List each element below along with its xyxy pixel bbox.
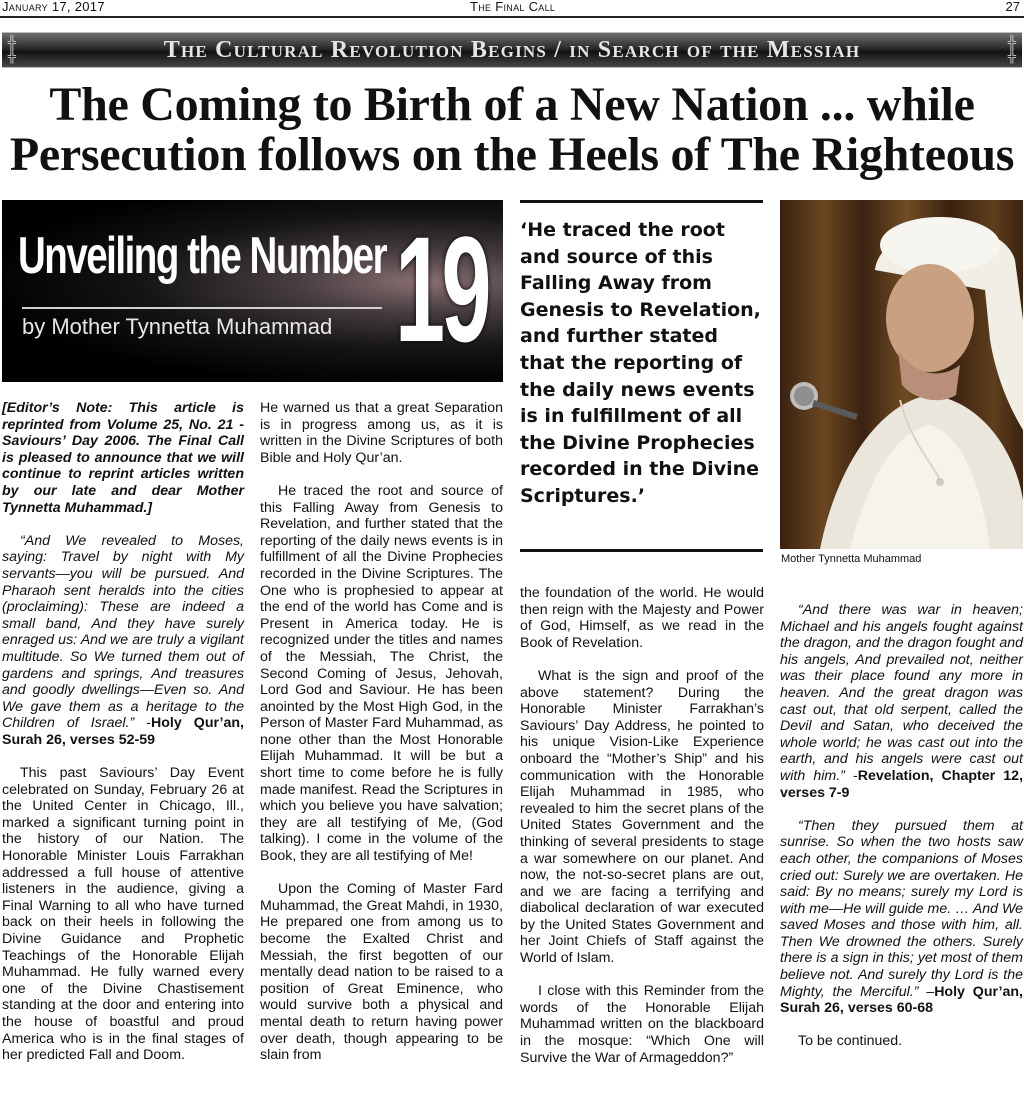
- column-logo-graphic: [2, 200, 503, 382]
- article-column-1: [2, 400, 244, 1064]
- to-be-continued: To be continued.: [798, 1033, 903, 1050]
- opening-quote: [2, 533, 244, 749]
- quran-quote-text: “Then they pursued them at sunrise. So when the two hosts saw each other, the companions of Moses cried out: Surely we are overtaken. He said: By no means; surely my Lord is with me—He will guide me. … And We saved Moses and those with him, all. Then We drowned the others. Surely there is a sign in this; yet most of them believe not. And surely thy Lord is the Mighty, the Merciful.”: [780, 817, 1023, 1000]
- opening-quote-text: “And We revealed to Moses, saying: Travel by night with My servants—you will be pursued. And Pharaoh sent heralds into the cities (proclaiming): These are indeed a small band, And they have surely enraged us: And we are truly a vigilant multitude. So We turned them out of gardens and springs, And treasures and goodly dwellings—Even so. And We gave them as a heritage to the Children of Israel.”: [2, 532, 244, 732]
- quran-quote-citation: Holy Qur’an, Surah 26, verses 60-68: [780, 983, 1023, 1017]
- article-paragraph: the foundation of the world. He would then reign with the Majesty and Power of God, Himself, as we read in the Book of Revelation.: [520, 585, 764, 651]
- article-column-2: [260, 400, 503, 1064]
- page-headline: [0, 80, 1024, 180]
- headline-line-2: Persecution follows on the Heels of The Righteous: [9, 128, 1015, 181]
- opening-quote-dash: -: [134, 715, 151, 732]
- section-banner: [2, 32, 1022, 68]
- column-logo-byline: by Mother Tynnetta Muhammad: [22, 314, 333, 339]
- headline-line-1: The Coming to Birth of a New Nation ... while: [49, 78, 975, 131]
- revelation-quote-citation: Revelation, Chapter 12, verses 7-9: [780, 767, 1024, 801]
- author-photo: [780, 200, 1023, 549]
- article-column-3: [520, 585, 764, 1066]
- article-paragraph: He traced the root and source of this Falling Away from Genesis to Revelation, and further stated that the reporting of the daily news events is in fulfillment of all the Divine Prophecies recorded in the Divine Scriptures. The One who is prophesied to appear at the end of the world has Come and is Present in America today. He is recognized under the titles and names of the Messiah, The Christ, the Second Coming of Jesus, Jehovah, Lord God and Saviour. He has been anointed by the Most High God, in the Person of Master Fard Muhammad, as none other than the Most Honorable Elijah Muhammad. It will be but a short time to come before he is fully made manifest. Read the Scriptures in which you believe you have salvation; they are all testifying of Me, (God talking). I come in the volume of the Book, they are all testifying of Me!: [260, 482, 503, 865]
- pull-quote-text: ‘He traced the root and source of this Falling Away from Genesis to Revelation, and further stated that the reporting of the daily news events is in fulfillment of all the Divine Prophecies recorded in the Divine Scriptures.’: [520, 219, 761, 507]
- article-column-4: [780, 602, 1023, 1050]
- page-number: 27: [1005, 0, 1020, 14]
- running-header: [0, 0, 1024, 18]
- section-banner-title: The Cultural Revolution Begins / in Search of the Messiah: [163, 36, 861, 63]
- ornament-icon: ╬ ╬: [7, 35, 17, 63]
- article-paragraph: Upon the Coming of Master Fard Muhammad, the Great Mahdi, in 1930, He prepared one from among us to become the Exalted Christ and Messiah, the first begotten of our mentally dead nation to be raised to a position of Great Eminence, who would survive both a physical and mental death to return having power over death, though appearing to be slain from: [260, 881, 503, 1064]
- article-paragraph: What is the sign and proof of the above statement? During the Honorable Minister Farrakhan’s Saviours’ Day Address, he pointed to his unique Vision-Like Experience onboard the “Mother’s Ship” and his communication with the Honorable Elijah Muhammad in 1985, who revealed to him the secret plans of the United States Government and the thinking of several presidents to stage a war somewhere on our planet. And now, the not-so-secret plans are out, and we are facing a terrifying and diabolical declaration of war executed by the United States Government and her Joint Chiefs of Staff against the World of Islam.: [520, 667, 764, 967]
- article-paragraph: This past Saviours’ Day Event celebrated on Sunday, February 26 at the United Center in Chicago, Ill., marked a significant turning point in the history of our Nation. The Honorable Minister Louis Farrakhan addressed a full house of attentive listeners in the audience, giving a Final Warning to all who have turned back on their heels in following the Divine Guidance and Prophetic Teachings of the Honorable Elijah Muhammad. He fully warned every one of the Divine Chastisement standing at the door and entering into the house of boastful and proud America who is in the final stages of her predicted Fall and Doom.: [2, 765, 244, 1064]
- pull-quote: [520, 200, 763, 552]
- column-logo-title: Unveiling the Number: [18, 227, 387, 285]
- quran-quote: [780, 818, 1023, 1017]
- newspaper-name: The Final Call: [470, 0, 556, 14]
- revelation-quote-text: “And there was war in heaven; Michael and his angels fought against the dragon, and the dragon fought and his angels, And prevailed not, neither was their place found any more in heaven. And the great dragon was cast out, that old serpent, called the Devil and Satan, who deceived the whole world; he was cast out into the earth, and his angels were cast out with him.”: [780, 602, 1023, 784]
- revelation-quote: [780, 602, 1023, 801]
- quran-quote-dash: –: [918, 983, 935, 1000]
- article-paragraph: He warned us that a great Separation is in progress among us, as it is written in the Divine Scriptures of both Bible and Holy Qur’an.: [260, 400, 503, 466]
- issue-date: January 17, 2017: [2, 0, 105, 14]
- article-paragraph: I close with this Reminder from the words of the Honorable Elijah Muhammad written on the blackboard in the mosque: “Which One will Survive the War of Armageddon?”: [520, 983, 764, 1066]
- ornament-icon: ╬ ╬: [1007, 35, 1017, 63]
- opening-quote-citation: Holy Qur’an, Surah 26, verses 52-59: [2, 715, 244, 748]
- editors-note: [Editor’s Note: This article is reprinted from Volume 25, No. 21 - Saviours’ Day 2006. The Final Call is pleased to announce that we will continue to reprint articles written by our late and dear Mother Tynnetta Muhammad.]: [2, 400, 244, 516]
- revelation-quote-dash: -: [844, 767, 858, 784]
- photo-caption: Mother Tynnetta Muhammad: [781, 553, 922, 565]
- author-photo-figure: [780, 200, 1023, 549]
- column-logo-divider: [22, 307, 382, 309]
- column-logo-number: 19: [395, 205, 488, 373]
